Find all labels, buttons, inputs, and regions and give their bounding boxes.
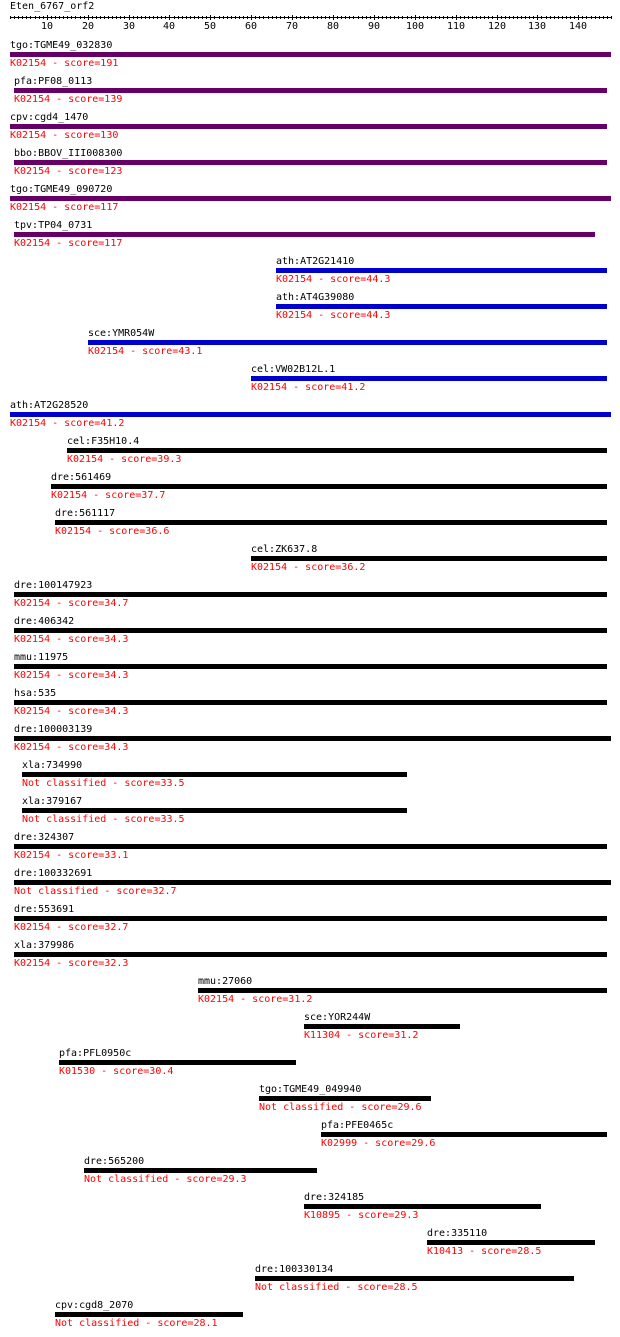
ruler-tick — [84, 16, 85, 19]
ruler-tick — [599, 16, 600, 19]
hit-name[interactable]: mmu:11975 — [14, 652, 69, 663]
hit-ko-score[interactable]: Not classified - score=32.7 — [14, 886, 177, 897]
ruler-tick — [321, 16, 322, 19]
ruler-tick — [603, 16, 604, 19]
ruler-tick — [47, 15, 48, 20]
hit-bar[interactable] — [14, 916, 607, 921]
ruler-tick — [263, 16, 264, 19]
hit-bar[interactable] — [255, 1276, 574, 1281]
hit-bar[interactable] — [198, 988, 607, 993]
ruler-tick — [186, 16, 187, 19]
ruler-tick — [247, 16, 248, 19]
hit-ko-score[interactable]: K02154 - score=44.3 — [276, 310, 391, 321]
ruler-tick — [415, 15, 416, 20]
hit-bar[interactable] — [55, 1312, 243, 1317]
hit-ko-score[interactable]: Not classified - score=29.3 — [84, 1174, 247, 1185]
ruler-tick — [137, 16, 138, 19]
ruler-tick — [80, 16, 81, 19]
ruler-tick — [402, 16, 403, 19]
ruler-tick — [75, 16, 76, 19]
hit-ko-score[interactable]: K02154 - score=34.7 — [14, 598, 129, 609]
ruler-tick — [288, 16, 289, 19]
ruler-tick — [423, 16, 424, 19]
hit-ko-score[interactable]: Not classified - score=33.5 — [22, 814, 185, 825]
ruler-tick — [435, 16, 436, 19]
ruler-tick — [235, 16, 236, 19]
ruler-tick — [174, 16, 175, 19]
ruler-tick — [51, 16, 52, 19]
ruler-tick — [341, 16, 342, 19]
ruler-tick — [39, 16, 40, 19]
ruler-tick — [390, 16, 391, 19]
ruler-tick — [349, 16, 350, 19]
hit-name[interactable]: pfa:PF08_0113 — [14, 76, 93, 87]
hit-name[interactable]: dre:561469 — [51, 472, 112, 483]
hit-bar[interactable] — [276, 304, 607, 309]
hit-bar[interactable] — [304, 1024, 460, 1029]
ruler-tick — [239, 16, 240, 19]
ruler-tick — [96, 16, 97, 19]
ruler-tick-label: 10 — [40, 21, 54, 32]
ruler-tick — [18, 16, 19, 19]
hit-bar[interactable] — [14, 664, 607, 669]
hit-name[interactable]: xla:734990 — [22, 760, 83, 771]
ruler-tick — [546, 16, 547, 19]
ruler-tick — [178, 16, 179, 19]
ruler-tick — [190, 16, 191, 19]
hit-bar[interactable] — [14, 952, 607, 957]
hit-ko-score[interactable]: K01530 - score=30.4 — [59, 1066, 174, 1077]
ruler-tick — [276, 16, 277, 19]
hit-name[interactable]: hsa:535 — [14, 688, 57, 699]
ruler-tick — [67, 16, 68, 19]
ruler-tick — [149, 16, 150, 19]
ruler-tick — [443, 16, 444, 19]
hit-name[interactable]: sce:YMR054W — [88, 328, 155, 339]
ruler-tick — [378, 16, 379, 19]
hit-ko-score[interactable]: K02154 - score=36.6 — [55, 526, 170, 537]
hit-ko-score[interactable]: K02154 - score=130 — [10, 130, 119, 141]
ruler-tick — [484, 16, 485, 19]
hit-name[interactable]: dre:335110 — [427, 1228, 488, 1239]
hit-bar[interactable] — [251, 556, 607, 561]
ruler-tick — [161, 16, 162, 19]
hit-name[interactable]: dre:324307 — [14, 832, 75, 843]
hit-name[interactable]: dre:100147923 — [14, 580, 93, 591]
ruler-tick — [165, 16, 166, 19]
hit-bar[interactable] — [84, 1168, 317, 1173]
ruler-tick-label: 60 — [244, 21, 258, 32]
ruler-tick — [280, 16, 281, 19]
hit-name[interactable]: cpv:cgd8_2070 — [55, 1300, 134, 1311]
ruler-tick — [63, 16, 64, 19]
hit-name[interactable]: mmu:27060 — [198, 976, 253, 987]
ruler-tick — [578, 15, 579, 20]
ruler-tick — [112, 16, 113, 19]
ruler-tick — [460, 16, 461, 19]
ruler-tick — [419, 16, 420, 19]
ruler-tick — [202, 16, 203, 19]
hit-bar[interactable] — [276, 268, 607, 273]
ruler-tick — [300, 16, 301, 19]
hit-bar[interactable] — [14, 880, 611, 885]
ruler-tick — [386, 16, 387, 19]
ruler-tick — [358, 16, 359, 19]
hit-ko-score[interactable]: K02154 - score=139 — [14, 94, 123, 105]
hit-name[interactable]: dre:565200 — [84, 1156, 145, 1167]
hit-bar[interactable] — [14, 736, 611, 741]
hit-name[interactable]: ath:AT4G39080 — [276, 292, 355, 303]
ruler-tick — [541, 16, 542, 19]
hit-name[interactable]: cel:VW02B12L.1 — [251, 364, 336, 375]
ruler-tick-label: 40 — [162, 21, 176, 32]
hit-name[interactable]: tgo:TGME49_032830 — [10, 40, 113, 51]
hit-bar[interactable] — [14, 592, 607, 597]
ruler-tick-label: 80 — [326, 21, 340, 32]
hit-name[interactable]: xla:379986 — [14, 940, 75, 951]
ruler-tick — [255, 16, 256, 19]
ruler-tick — [272, 16, 273, 19]
ruler-tick — [497, 15, 498, 20]
hit-name[interactable]: sce:YOR244W — [304, 1012, 371, 1023]
ruler-tick — [586, 16, 587, 19]
hit-name[interactable]: cel:ZK637.8 — [251, 544, 318, 555]
ruler-tick — [382, 16, 383, 19]
hit-ko-score[interactable]: Not classified - score=28.1 — [55, 1318, 218, 1329]
ruler-tick — [43, 16, 44, 19]
hit-name[interactable]: tpv:TP04_0731 — [14, 220, 93, 231]
ruler-tick-label: 30 — [122, 21, 136, 32]
ruler-tick — [501, 16, 502, 19]
ruler-tick — [145, 16, 146, 19]
ruler-tick — [533, 16, 534, 19]
hit-name[interactable]: dre:324185 — [304, 1192, 365, 1203]
ruler-tick — [133, 16, 134, 19]
query-name: Eten_6767_orf2 — [10, 1, 95, 12]
ruler-tick — [292, 15, 293, 20]
ruler-tick — [505, 16, 506, 19]
ruler-tick — [71, 16, 72, 19]
ruler-tick-label: 50 — [203, 21, 217, 32]
ruler-tick — [407, 16, 408, 19]
ruler-tick — [529, 16, 530, 19]
hit-ko-score[interactable]: K02154 - score=117 — [14, 238, 123, 249]
ruler-tick — [116, 16, 117, 19]
hit-ko-score[interactable]: K02154 - score=41.2 — [10, 418, 125, 429]
hit-name[interactable]: cel:F35H10.4 — [67, 436, 140, 447]
ruler-tick-label: 110 — [446, 21, 466, 32]
hit-name[interactable]: dre:100330134 — [255, 1264, 334, 1275]
ruler-tick — [333, 15, 334, 20]
hit-ko-score[interactable]: K02154 - score=34.3 — [14, 634, 129, 645]
ruler-tick — [447, 16, 448, 19]
ruler-tick — [488, 16, 489, 19]
ruler-tick-label: 70 — [285, 21, 299, 32]
hit-name[interactable]: pfa:PFE0465c — [321, 1120, 394, 1131]
ruler-tick — [439, 16, 440, 19]
ruler-tick — [251, 15, 252, 20]
hit-bar[interactable] — [14, 88, 607, 93]
ruler-tick — [304, 16, 305, 19]
ruler-tick — [362, 16, 363, 19]
hit-ko-score[interactable]: K02154 - score=36.2 — [251, 562, 366, 573]
ruler-tick — [223, 16, 224, 19]
ruler-tick — [243, 16, 244, 19]
ruler-tick — [35, 16, 36, 19]
hit-ko-score[interactable]: K02154 - score=33.1 — [14, 850, 129, 861]
ruler-tick — [313, 16, 314, 19]
ruler-tick — [157, 16, 158, 19]
hit-bar[interactable] — [10, 52, 611, 57]
ruler-tick — [452, 16, 453, 19]
ruler-tick — [88, 15, 89, 20]
ruler-tick — [284, 16, 285, 19]
hit-name[interactable]: dre:553691 — [14, 904, 75, 915]
ruler-tick — [198, 16, 199, 19]
ruler-tick — [550, 16, 551, 19]
ruler-tick — [566, 16, 567, 19]
ruler-tick — [129, 15, 130, 20]
hit-name[interactable]: dre:100332691 — [14, 868, 93, 879]
ruler-tick — [554, 16, 555, 19]
ruler-tick — [317, 16, 318, 19]
hit-ko-score[interactable]: K10413 - score=28.5 — [427, 1246, 542, 1257]
hit-bar[interactable] — [10, 124, 607, 129]
ruler-tick — [214, 16, 215, 19]
ruler-tick — [120, 16, 121, 19]
hit-bar[interactable] — [14, 844, 607, 849]
ruler-tick — [108, 16, 109, 19]
hit-bar[interactable] — [10, 412, 611, 417]
hit-ko-score[interactable]: K02154 - score=44.3 — [276, 274, 391, 285]
hit-bar[interactable] — [14, 160, 607, 165]
ruler-tick — [456, 15, 457, 20]
ruler-tick — [574, 16, 575, 19]
ruler-tick — [472, 16, 473, 19]
ruler-tick — [582, 16, 583, 19]
hit-ko-score[interactable]: K02154 - score=39.3 — [67, 454, 182, 465]
ruler-tick — [537, 15, 538, 20]
hit-ko-score[interactable]: K02999 - score=29.6 — [321, 1138, 436, 1149]
ruler-tick — [509, 16, 510, 19]
ruler-tick — [398, 16, 399, 19]
hit-ko-score[interactable]: K02154 - score=32.3 — [14, 958, 129, 969]
ruler-tick — [595, 16, 596, 19]
ruler-tick-label: 90 — [367, 21, 381, 32]
ruler-tick — [480, 16, 481, 19]
ruler-tick — [219, 16, 220, 19]
hit-name[interactable]: cpv:cgd4_1470 — [10, 112, 89, 123]
ruler-tick — [22, 16, 23, 19]
hit-name[interactable]: tgo:TGME49_049940 — [259, 1084, 362, 1095]
ruler-tick — [10, 16, 11, 19]
hit-bar[interactable] — [59, 1060, 296, 1065]
hit-ko-score[interactable]: K10895 - score=29.3 — [304, 1210, 419, 1221]
ruler-tick — [141, 16, 142, 19]
hit-ko-score[interactable]: K02154 - score=41.2 — [251, 382, 366, 393]
ruler-tick — [206, 16, 207, 19]
ruler-tick — [558, 16, 559, 19]
hit-bar[interactable] — [427, 1240, 595, 1245]
hit-ko-score[interactable]: K02154 - score=31.2 — [198, 994, 313, 1005]
hit-name[interactable]: dre:561117 — [55, 508, 116, 519]
hit-bar[interactable] — [259, 1096, 431, 1101]
ruler-tick — [59, 16, 60, 19]
hit-name[interactable]: bbo:BBOV_III008300 — [14, 148, 123, 159]
hit-bar[interactable] — [22, 808, 407, 813]
ruler-tick — [517, 16, 518, 19]
ruler-tick — [124, 16, 125, 19]
hit-bar[interactable] — [14, 700, 607, 705]
hit-ko-score[interactable]: Not classified - score=33.5 — [22, 778, 185, 789]
hit-ko-score[interactable]: K11304 - score=31.2 — [304, 1030, 419, 1041]
hit-ko-score[interactable]: K02154 - score=123 — [14, 166, 123, 177]
ruler-tick-label: 20 — [81, 21, 95, 32]
ruler-tick — [194, 16, 195, 19]
hit-name[interactable]: ath:AT2G28520 — [10, 400, 89, 411]
ruler-tick — [30, 16, 31, 19]
ruler-tick — [562, 16, 563, 19]
ruler-tick — [464, 16, 465, 19]
ruler-tick — [14, 16, 15, 19]
ruler-tick — [210, 15, 211, 20]
ruler-tick — [427, 16, 428, 19]
ruler-tick — [353, 16, 354, 19]
ruler-tick — [431, 16, 432, 19]
ruler-tick — [370, 16, 371, 19]
ruler-tick — [104, 16, 105, 19]
ruler-tick — [153, 16, 154, 19]
ruler-tick — [325, 16, 326, 19]
ruler-tick — [476, 16, 477, 19]
ruler-tick — [525, 16, 526, 19]
hit-bar[interactable] — [22, 772, 407, 777]
ruler-tick — [308, 16, 309, 19]
hit-bar[interactable] — [10, 196, 611, 201]
ruler-tick — [492, 16, 493, 19]
hit-bar[interactable] — [51, 484, 607, 489]
ruler-tick — [26, 16, 27, 19]
ruler-tick — [296, 16, 297, 19]
ruler-tick — [513, 16, 514, 19]
ruler-tick — [259, 16, 260, 19]
hit-ko-score[interactable]: K02154 - score=34.3 — [14, 742, 129, 753]
ruler-tick — [182, 16, 183, 19]
hit-ko-score[interactable]: K02154 - score=34.3 — [14, 706, 129, 717]
ruler-tick — [268, 16, 269, 19]
ruler-tick-label: 140 — [568, 21, 588, 32]
hit-ko-score[interactable]: K02154 - score=37.7 — [51, 490, 166, 501]
ruler-tick — [591, 16, 592, 19]
hit-name[interactable]: dre:100003139 — [14, 724, 93, 735]
hit-bar[interactable] — [67, 448, 607, 453]
hit-name[interactable]: pfa:PFL0950c — [59, 1048, 132, 1059]
hit-bar[interactable] — [251, 376, 607, 381]
hit-name[interactable]: dre:406342 — [14, 616, 75, 627]
hit-name[interactable]: tgo:TGME49_090720 — [10, 184, 113, 195]
hit-bar[interactable] — [321, 1132, 607, 1137]
ruler-tick — [227, 16, 228, 19]
ruler-tick — [411, 16, 412, 19]
ruler-tick — [611, 16, 612, 19]
hit-bar[interactable] — [14, 232, 595, 237]
ruler-tick — [337, 16, 338, 19]
ruler-tick — [521, 16, 522, 19]
ruler-tick-label: 100 — [405, 21, 425, 32]
hit-ko-score[interactable]: K02154 - score=43.1 — [88, 346, 203, 357]
hit-bar[interactable] — [14, 628, 607, 633]
ruler-tick — [345, 16, 346, 19]
ruler-tick — [394, 16, 395, 19]
hit-ko-score[interactable]: Not classified - score=28.5 — [255, 1282, 418, 1293]
ruler-tick — [92, 16, 93, 19]
hit-bar[interactable] — [88, 340, 607, 345]
ruler-tick-label: 130 — [527, 21, 547, 32]
hit-ko-score[interactable]: K02154 - score=32.7 — [14, 922, 129, 933]
ruler-tick — [100, 16, 101, 19]
ruler-tick — [366, 16, 367, 19]
ruler-tick — [231, 16, 232, 19]
ruler-tick — [169, 15, 170, 20]
hit-bar[interactable] — [304, 1204, 541, 1209]
ruler-tick — [468, 16, 469, 19]
hit-ko-score[interactable]: K02154 - score=191 — [10, 58, 119, 69]
ruler-tick — [329, 16, 330, 19]
hit-name[interactable]: xla:379167 — [22, 796, 83, 807]
hit-name[interactable]: ath:AT2G21410 — [276, 256, 355, 267]
ruler-tick — [55, 16, 56, 19]
ruler-tick — [607, 16, 608, 19]
hit-ko-score[interactable]: Not classified - score=29.6 — [259, 1102, 422, 1113]
ruler-tick — [374, 15, 375, 20]
ruler-tick — [570, 16, 571, 19]
hit-ko-score[interactable]: K02154 - score=117 — [10, 202, 119, 213]
hit-bar[interactable] — [55, 520, 607, 525]
hit-ko-score[interactable]: K02154 - score=34.3 — [14, 670, 129, 681]
ruler-tick-label: 120 — [487, 21, 507, 32]
